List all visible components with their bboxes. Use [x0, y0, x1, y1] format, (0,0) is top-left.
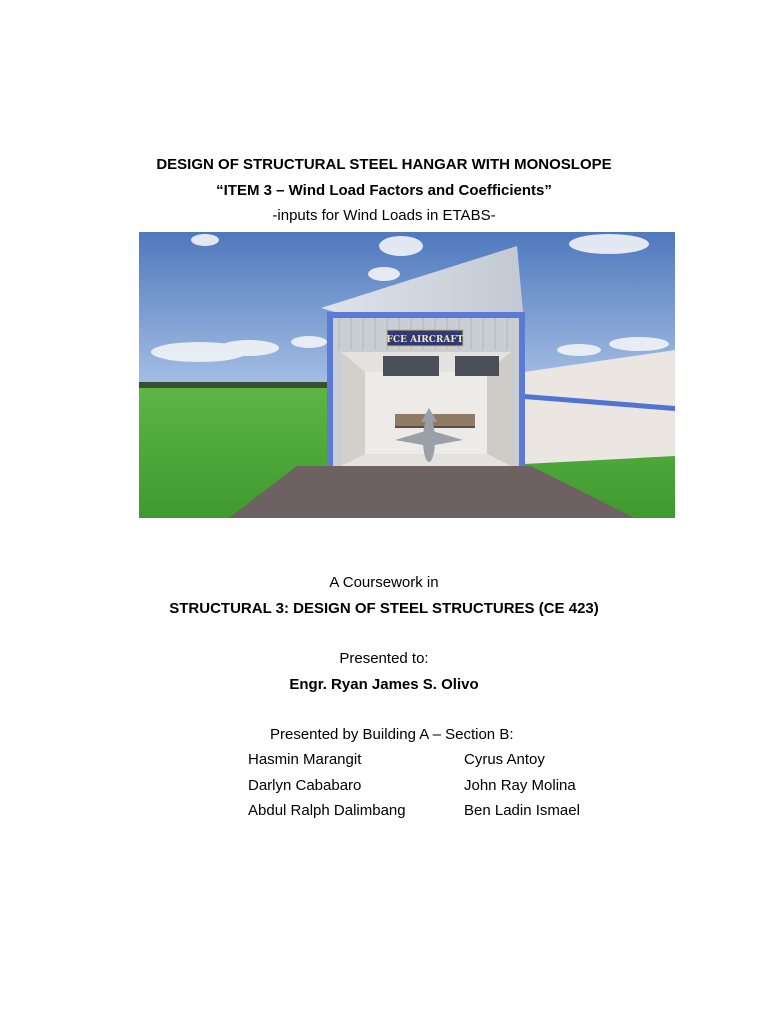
hangar-frame-left	[327, 312, 333, 466]
document-title: DESIGN OF STRUCTURAL STEEL HANGAR WITH MONOSLOPE	[156, 156, 612, 173]
hangar-sign-text: FCE AIRCRAFT	[386, 335, 464, 345]
presented-by-label: Presented by Building A – Section B:	[270, 726, 514, 743]
hangar-frame-top	[327, 312, 525, 318]
tree-line	[139, 382, 329, 388]
member-name: Hasmin Marangit	[248, 751, 362, 768]
member-name: Ben Ladin Ismael	[464, 802, 580, 819]
presented-to-label: Presented to:	[339, 650, 429, 667]
member-name: Darlyn Cababaro	[248, 777, 362, 794]
course-name: STRUCTURAL 3: DESIGN OF STEEL STRUCTURES (CE 423)	[169, 600, 599, 617]
hangar-rendering-image	[139, 232, 675, 518]
member-name: Cyrus Antoy	[464, 751, 545, 768]
course-intro: A Coursework in	[329, 574, 439, 591]
item-heading: “ITEM 3 – Wind Load Factors and Coefficients”	[216, 182, 552, 199]
instructor-name: Engr. Ryan James S. Olivo	[289, 676, 479, 693]
document-subtitle: -inputs for Wind Loads in ETABS-	[272, 207, 496, 224]
hangar-frame-right	[519, 312, 525, 466]
member-name: John Ray Molina	[464, 777, 576, 794]
member-name: Abdul Ralph Dalimbang	[248, 802, 406, 819]
